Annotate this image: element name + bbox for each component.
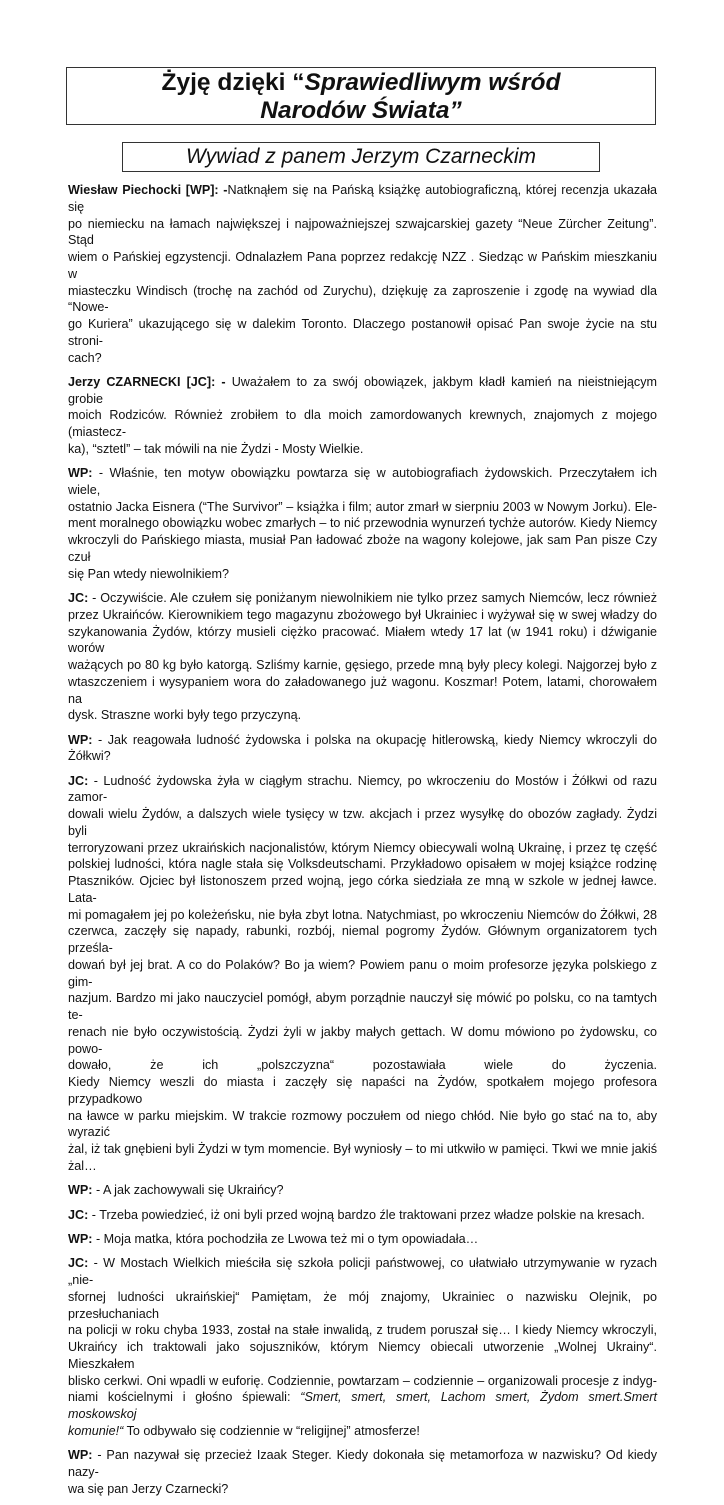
text-line	[68, 407, 657, 441]
text-line	[68, 515, 657, 532]
line-text: renach nie było oczywistością. Żydzi żyli w jakby małych gettach. W domu mówiono po żydowsku, co powo-	[68, 1024, 657, 1056]
text-line	[68, 607, 657, 624]
line-text: - Oczywiście. Ale czułem się poniżanym niewolnikiem nie tylko przez samych Niemców, lecz również	[88, 591, 657, 606]
text-line	[68, 283, 657, 317]
line-text: ważących po 80 kg było katorgą. Szliśmy karnie, gęsiego, przede mną były plecy kolegi. Najgorzej było z	[68, 658, 657, 673]
line-text: - Jak reagowała ludność żydowska i polska na okupację hitlerowską, kiedy Niemcy wkroczyli do Żółkwi?	[68, 732, 657, 764]
text-line	[68, 1481, 657, 1498]
text-line	[68, 1108, 657, 1142]
text-line	[68, 499, 657, 516]
interview-paragraph	[68, 773, 657, 1175]
speaker-label: WP:	[68, 1448, 93, 1463]
interview-paragraph	[68, 1231, 657, 1248]
text-line	[68, 957, 657, 991]
line-text: Ptaszników. Ojciec był listonoszem przed wojną, jego córka siedziała ze mną w szkole w jednej ławce. Lata-	[68, 874, 657, 905]
speaker-label: JC:	[68, 1207, 89, 1222]
text-line	[68, 350, 657, 367]
text-line	[68, 1447, 657, 1481]
text-line	[68, 707, 657, 724]
line-text: sfornej ludności ukraińskiej“ Pamiętam, że mój znajomy, Ukrainiec o nazwisku Olejnik, po przesłuchaniach	[68, 1289, 657, 1321]
text-line	[68, 1322, 657, 1339]
text-line	[68, 182, 657, 216]
line-text: Ukraińcy ich traktowali jako sojuszników, którym Niemcy obiecali utworzenie „Wolnej Ukrainy“. Mieszkałem	[68, 1340, 657, 1371]
text-line	[68, 1373, 657, 1390]
interview-paragraph	[68, 1207, 657, 1224]
interview-paragraph	[68, 590, 657, 724]
speaker-label: WP:	[68, 1232, 93, 1246]
line-text: Natknąłem się na Pańską książkę autobiograficzną, której recenzja ukazała się	[68, 183, 657, 214]
line-text: - Moja matka, która pochodziła ze Lwowa też mi o tym opowiadała…	[92, 1232, 479, 1246]
interview-paragraph	[68, 1447, 657, 1497]
title-line-1: Żyję dzięki “Sprawiedliwym wśród	[161, 69, 561, 96]
line-text: przez Ukraińców. Kierownikiem tego magazynu zbożowego był Ukrainiec i wyżywał się w swej władzy do	[68, 607, 657, 622]
line-text: mi pomagałem jej po koleżeńsku, nie była zbyt lotna. Natychmiast, po wkroczeniu Niemców do Żółkwi, 28	[68, 907, 657, 922]
line-text: - Trzeba powiedzieć, iż oni byli przed wojną bardzo źle traktowani przez władze polskie na kresach.	[88, 1207, 645, 1222]
text-line	[68, 773, 657, 807]
line-text: - Właśnie, ten motyw obowiązku powtarza się w autobiografiach żydowskich. Przeczytałem ich wiele,	[68, 466, 657, 497]
text-line	[68, 566, 657, 583]
speaker-label: Jerzy CZARNECKI [JC]: -	[68, 374, 226, 389]
text-line	[68, 657, 657, 674]
text-line	[68, 1182, 657, 1199]
line-text: dowało, że ich „polszczyzna“ pozostawiała wiele do życzenia.	[68, 1058, 657, 1073]
line-text: wtaszczeniem i wysypaniem wora do załadowanego już wagonu. Koszmar! Potem, latami, chorowałem na	[68, 674, 657, 706]
title-line-2: Narodów Świata”	[260, 97, 462, 124]
line-text: wa się pan Jerzy Czarnecki?	[68, 1481, 229, 1496]
line-text: dowań był jej brat. A co do Polaków? Bo ja wiem? Powiem panu o moim profesorze języka polskiego z gim-	[68, 957, 657, 989]
speaker-label: JC:	[68, 591, 89, 606]
line-text: moich Rodziców. Również zrobiłem to dla moich zamordowanych krewnych, znajomych z mojego (miastecz-	[68, 408, 657, 440]
interview-paragraph	[68, 374, 657, 458]
line-text: - Ludność żydowska żyła w ciągłym strachu. Niemcy, po wkroczeniu do Mostów i Żółkwi od razu zamor-	[68, 773, 657, 805]
speaker-label: Wiesław Piechocki [WP]: -	[68, 183, 228, 197]
speaker-label: WP:	[68, 732, 93, 747]
text-line	[68, 1074, 657, 1108]
line-text: - Pan nazywał się przecież Izaak Steger. Kiedy dokonała się metamorfoza w nazwisku? Od kiedy nazy-	[68, 1448, 657, 1479]
text-line	[68, 990, 657, 1024]
text-line	[68, 907, 657, 924]
text-line	[68, 1231, 657, 1248]
line-text: dysk. Straszne worki były tego przyczyną.	[68, 708, 302, 723]
quoted-song-text: “Smert, smert, smert, Lachom smert, Żydom smert.Smert moskowskoj	[68, 1390, 657, 1422]
text-line	[68, 1289, 657, 1323]
text-line	[68, 441, 657, 458]
article-title	[66, 67, 656, 125]
text-line	[68, 1024, 657, 1058]
text-line	[68, 624, 657, 658]
text-line	[68, 249, 657, 283]
line-text: go Kuriera” ukazującego się w dalekim Toronto. Dlaczego postanowił opisać Pan swoje życie na stu stroni-	[68, 317, 657, 348]
speaker-label: JC:	[68, 773, 89, 788]
text-line	[68, 1423, 657, 1440]
text-line	[68, 1207, 657, 1224]
line-text: - A jak zachowywali się Ukraińcy?	[92, 1183, 284, 1198]
line-text: dowali wielu Żydów, a dalszych wiele tysięcy w tzw. akcjach i przez wysyłkę do obozów zagłady. Żydzi byli	[68, 807, 657, 838]
line-text: ka), “sztetl” – tak mówili na nie Żydzi - Mosty Wielkie.	[68, 441, 364, 456]
interview-paragraph	[68, 182, 657, 366]
text-line	[68, 216, 657, 250]
line-text: na policji w roku chyba 1933, został na stałe inwalidą, z trudem poruszał się… I kiedy Niemcy wkroczyli,	[68, 1323, 657, 1338]
interview-paragraph	[68, 465, 657, 582]
line-text: wiem o Pańskiej egzystencji. Odnalazłem Pana poprzez redakcję NZZ . Siedząc w Pańskim mieszkaniu w	[68, 250, 657, 281]
article-subtitle: Wywiad z panem Jerzym Czarneckim	[122, 142, 600, 172]
quoted-song-text: komunie!“	[68, 1423, 124, 1438]
text-line	[68, 374, 657, 408]
text-line	[68, 873, 657, 907]
line-text: To odbywało się codziennie w “religijnej” atmosferze!	[123, 1423, 420, 1438]
line-text: żal…	[68, 1158, 97, 1173]
text-line	[68, 590, 657, 607]
text-line	[68, 856, 657, 873]
line-text: miasteczku Windisch (trochę na zachód od Zurychu), dziękuję za zaproszenie i zgodę na wywiad dla “Nowe-	[68, 283, 657, 315]
line-text: na ławce w parku miejskim. W trakcie rozmowy poczułem od niego chłód. Nie było go stać na to, aby wyrazić	[68, 1108, 657, 1140]
speaker-label: WP:	[68, 1183, 93, 1198]
interview-paragraph	[68, 1182, 657, 1199]
interview-body	[68, 182, 657, 1505]
line-text: szykanowania Żydów, którzy musieli ciężko pracować. Miałem wtedy 17 lat (w 1941 roku) i dźwiganie worów	[68, 624, 657, 656]
text-line	[68, 1389, 657, 1423]
interview-paragraph	[68, 1255, 657, 1439]
interview-paragraph	[68, 732, 657, 766]
line-text: ostatnio Jacka Eisnera (“The Survivor” – książka i film; autor zmarł w sierpniu 2003 w Nowym Jorku). Ele-	[68, 499, 657, 514]
line-text: żal, iż tak gnębieni byli Żydzi w tym momencie. Był wyniosły – to mi utkwiło w pamięci. Tkwi we mnie jakiś	[68, 1142, 657, 1157]
line-text: się Pan wtedy niewolnikiem?	[68, 566, 230, 581]
line-text: wkroczyli do Pańskiego miasta, musiał Pan ładować zboże na wagony kolejowe, jak sam Pan pisze Czy czuł	[68, 533, 657, 564]
line-text: Uważałem to za swój obowiązek, jakbym kładł kamień na nieistniejącym grobie	[68, 374, 657, 406]
text-line	[68, 1057, 657, 1074]
text-line	[68, 1255, 657, 1289]
text-line	[68, 840, 657, 857]
text-line	[68, 732, 657, 766]
text-line	[68, 1141, 657, 1158]
speaker-label: JC:	[68, 1256, 89, 1271]
text-line	[68, 1339, 657, 1373]
line-text: blisko cerkwi. Oni wpadli w euforię. Codziennie, powtarzam – codziennie – organizowali procesje z indyg-	[68, 1373, 657, 1388]
line-text: terroryzowani przez ukraińskich nacjonalistów, którym Niemcy obiecywali wolną Ukrainę, i przez tę część	[68, 840, 657, 855]
text-line	[68, 316, 657, 350]
line-text: polskiej ludności, która nagle stała się Volksdeutschami. Przykładowo opisałem w mojej książce rodzinę	[68, 857, 657, 872]
text-line	[68, 532, 657, 566]
line-text: nazjum. Bardzo mi jako nauczyciel pomógł, abym porządnie nauczył się mówić po polsku, co na tamtych te-	[68, 991, 657, 1023]
text-line	[68, 465, 657, 499]
speaker-label: WP:	[68, 466, 93, 481]
text-line	[68, 923, 657, 957]
line-text: po niemiecku na łamach największej i najpoważniejszej szwajcarskiej gazety “Neue Zürcher Zeitung”. Stąd	[68, 216, 657, 248]
line-text: czerwca, zaczęły się napady, rabunki, rozbój, niemal pogromy Żydów. Głównym organizatorem tych prześla-	[68, 924, 657, 956]
line-text: - W Mostach Wielkich mieściła się szkoła policji państwowej, co ułatwiało utrzymywanie w ryzach „nie-	[68, 1256, 657, 1288]
line-text: ment moralnego obowiązku wobec zmarłych – to nić przewodnia wynurzeń tychże autorów. Kiedy Niemcy	[68, 516, 657, 531]
text-line	[68, 806, 657, 840]
text-line	[68, 674, 657, 708]
line-text: niami kościelnymi i głośno śpiewali:	[68, 1390, 301, 1405]
line-text: cach?	[68, 350, 102, 365]
text-line	[68, 1158, 657, 1175]
line-text: Kiedy Niemcy weszli do miasta i zaczęły się napaści na Żydów, spotkałem mojego profesora przypadkowo	[68, 1075, 657, 1106]
